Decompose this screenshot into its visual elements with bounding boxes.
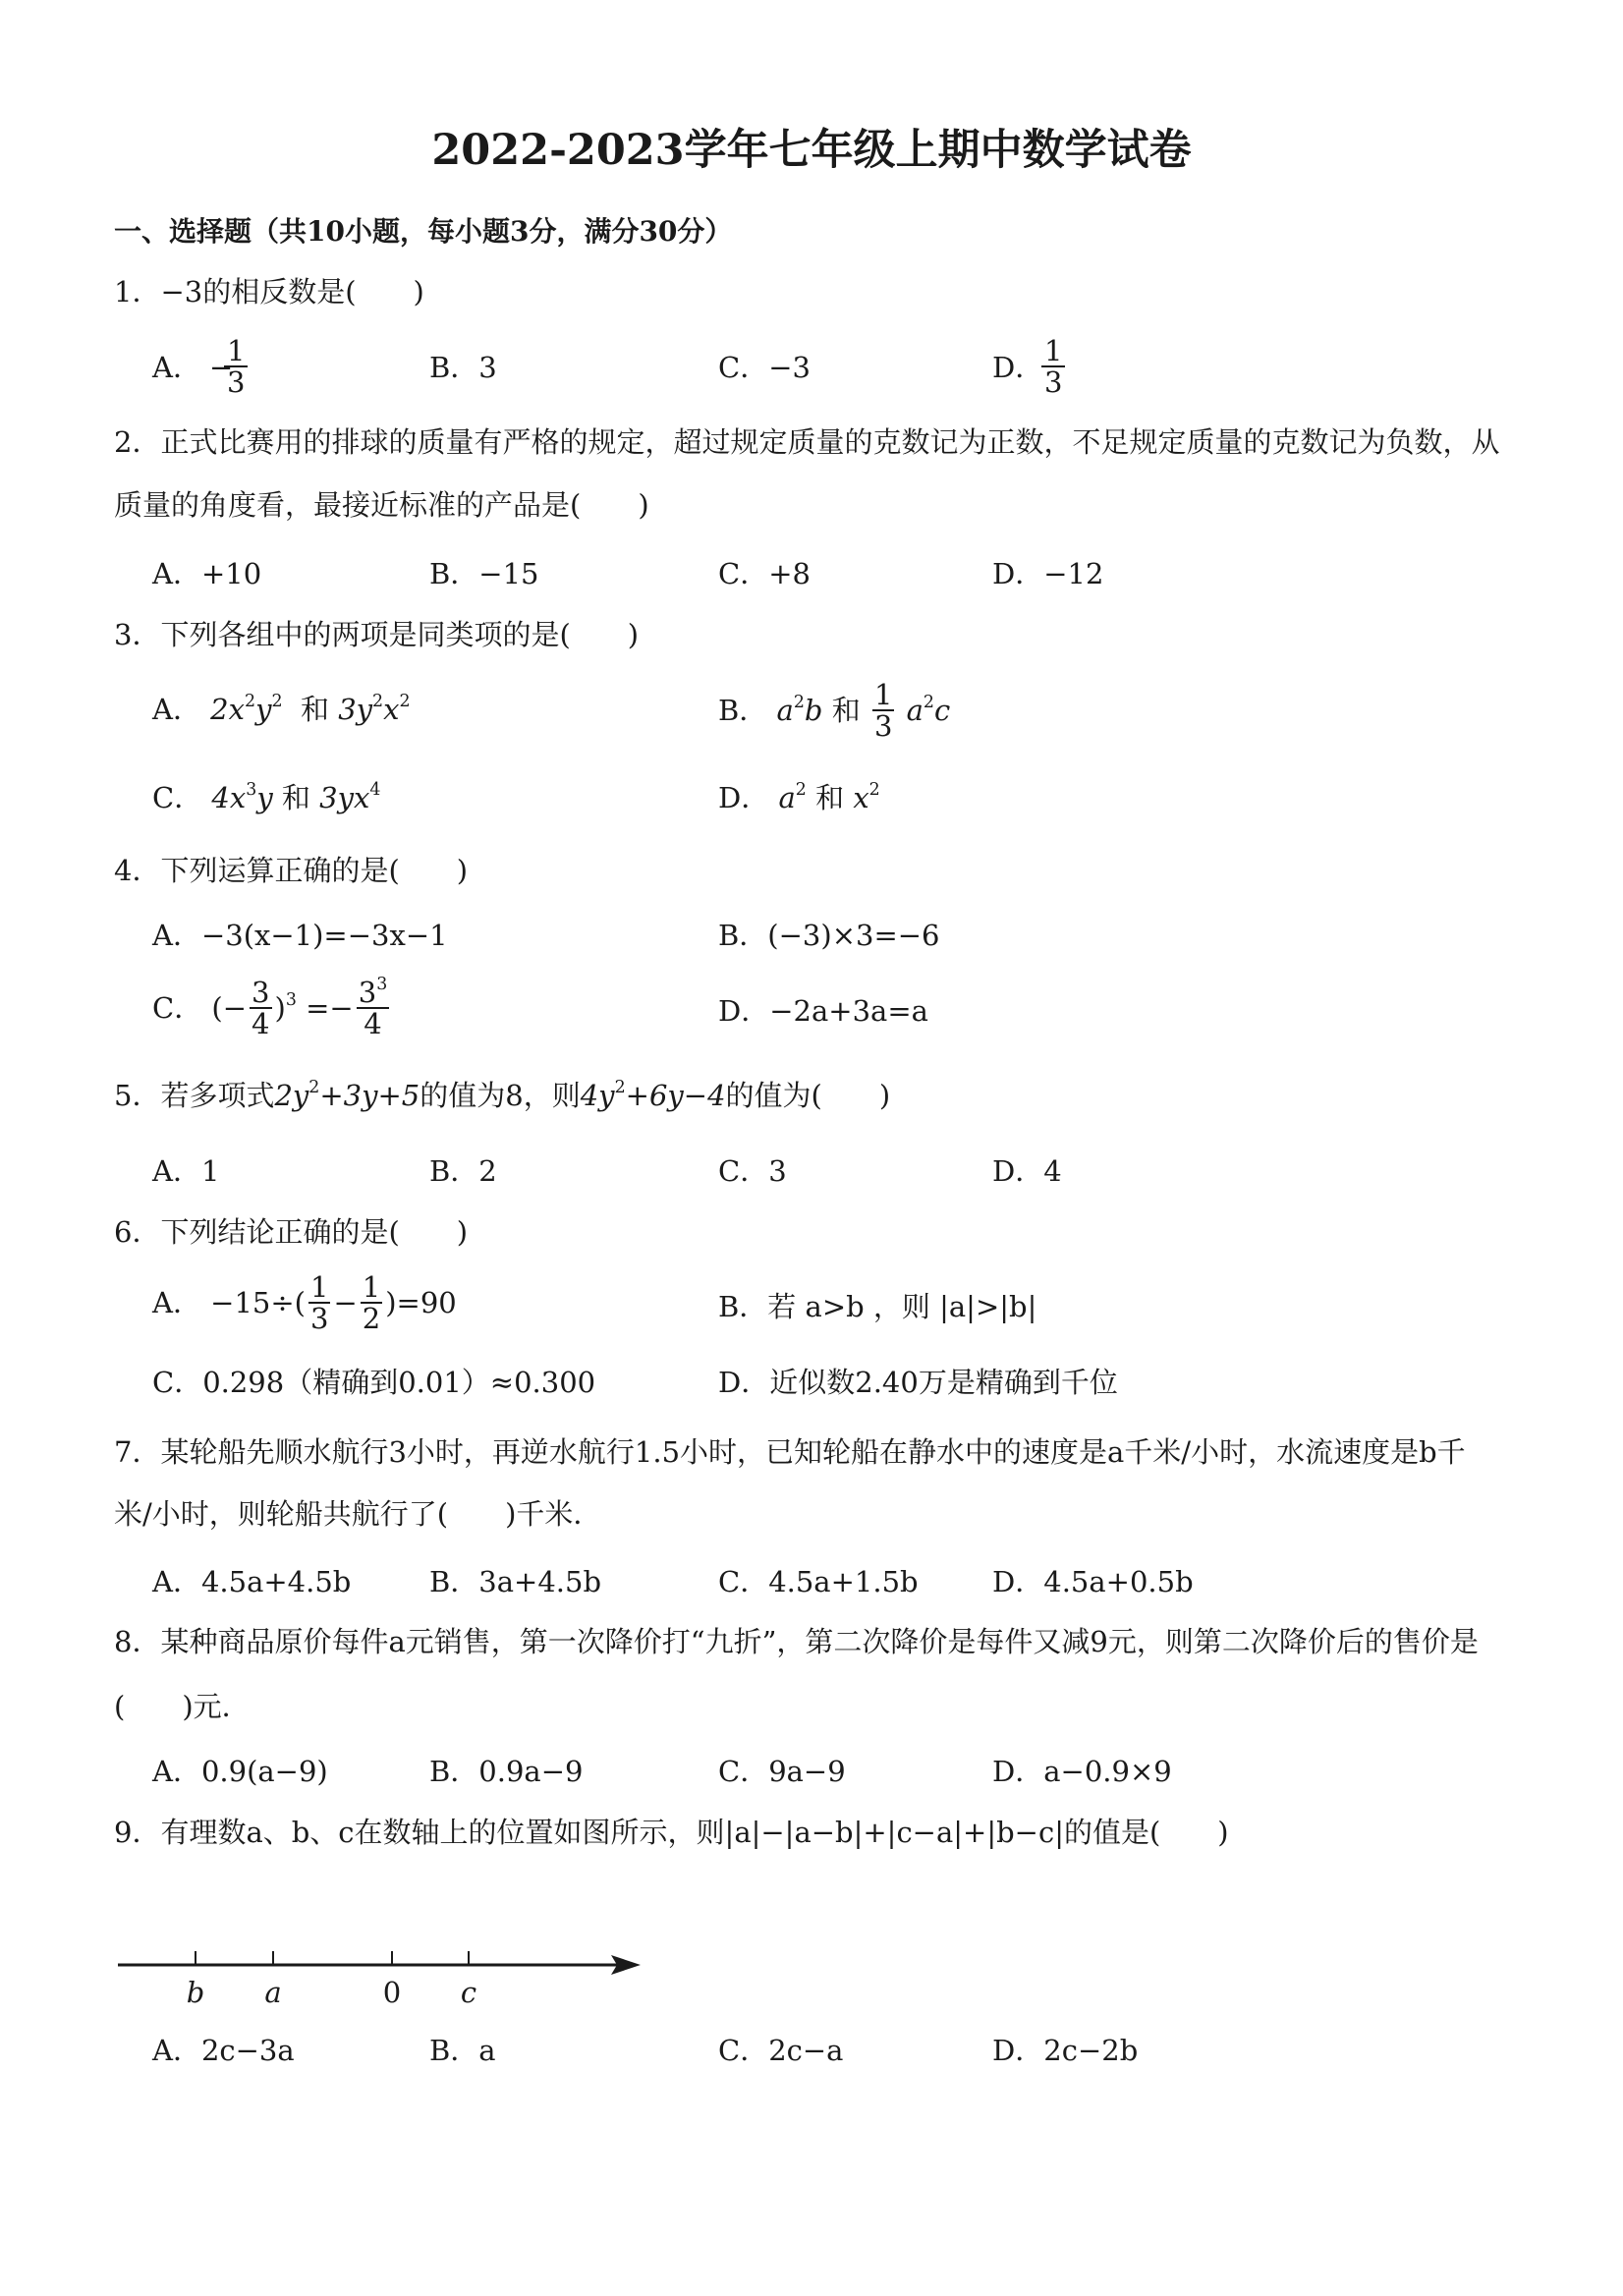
q3-option-b	[718, 680, 950, 742]
denominator: 3	[310, 1302, 329, 1336]
q8-option-d: D．a−0.9×9	[992, 1755, 1172, 1788]
q6-option-d: D．近似数2.40万是精确到千位	[718, 1366, 1118, 1399]
question-7-stem-line1: 7．某轮船先顺水航行3小时，再逆水航行1.5小时，已知轮船在静水中的速度是a千米/小时，水流速度是b千	[114, 1435, 1466, 1469]
expression: )=90	[385, 1285, 457, 1319]
equals-minus: =−	[306, 990, 354, 1025]
denominator: 2	[362, 1302, 381, 1336]
conjunction: 和	[281, 781, 310, 814]
term: 3y	[338, 693, 373, 726]
section-heading: 一、选择题（共10小题，每小题3分，满分30分）	[114, 215, 733, 248]
denominator: 3	[1044, 365, 1063, 400]
expression: −15÷(	[210, 1285, 306, 1319]
q6-option-c: C．0.298（精确到0.01）≈0.300	[152, 1366, 596, 1399]
exponent: 3	[285, 989, 297, 1010]
question-3-stem: 3．下列各组中的两项是同类项的是( )	[114, 618, 640, 651]
label-a: a	[264, 1976, 282, 2009]
question-6-stem: 6．下列结论正确的是( )	[114, 1215, 469, 1249]
q3-option-c	[152, 779, 381, 814]
minus-sign: −	[333, 1285, 358, 1319]
question-8-stem-line1: 8．某种商品原价每件a元销售，第一次降价打“九折”，第二次降价是每件又减9元，则第二次降价后的售价是	[114, 1625, 1479, 1658]
q3-option-d	[718, 779, 880, 814]
exponent: 3	[246, 779, 257, 800]
question-8-stem-line2: ( )元．	[114, 1690, 251, 1723]
paren-open: (−	[211, 990, 248, 1025]
exponent: 2	[372, 691, 384, 711]
exponent: 2	[271, 691, 283, 711]
q3-option-a	[152, 691, 411, 726]
q7-option-a: A．4.5a+4.5b	[152, 1565, 352, 1598]
numerator: 3	[252, 976, 270, 1009]
q8-option-c: C．9a−9	[718, 1755, 846, 1788]
exponent: 2	[868, 779, 880, 800]
q6-option-b: B．若 a>b ，则 |a|>|b|	[718, 1290, 1037, 1323]
denominator: 4	[364, 1007, 382, 1041]
polynomial: +3y+5	[319, 1079, 420, 1112]
exponent: 2	[308, 1077, 320, 1097]
term: c	[933, 693, 951, 727]
numerator: 3	[358, 976, 377, 1009]
q2-option-d: D．−12	[992, 557, 1104, 590]
q5-option-d: D．4	[992, 1154, 1062, 1188]
denominator: 3	[227, 365, 246, 400]
term: a	[906, 693, 923, 727]
number-line-figure	[114, 1932, 664, 2020]
q2-option-b: B．−15	[429, 557, 539, 590]
term: a	[776, 693, 794, 727]
polynomial: 2y	[274, 1079, 309, 1112]
conjunction: 和	[831, 693, 861, 727]
polynomial: +6y−4	[625, 1079, 726, 1112]
q8-option-b: B．0.9a−9	[429, 1755, 584, 1788]
polynomial: 4y	[580, 1079, 615, 1112]
term: y	[256, 781, 273, 814]
denominator: 4	[252, 1007, 270, 1041]
numerator: 1	[224, 336, 248, 367]
q9-option-b: B．a	[429, 2034, 496, 2067]
q6-option-a	[152, 1272, 457, 1334]
q7-option-b: B．3a+4.5b	[429, 1565, 602, 1598]
term: a	[778, 781, 796, 814]
exponent: 2	[795, 779, 807, 800]
numerator: 1	[873, 678, 893, 711]
label-zero: 0	[382, 1976, 402, 2009]
q7-option-c: C．4.5a+1.5b	[718, 1565, 919, 1598]
label-b: b	[186, 1976, 205, 2009]
option-label: B．	[718, 693, 768, 727]
question-7-stem-line2: 米/小时，则轮船共航行了( )千米．	[114, 1497, 602, 1531]
q1-d-fraction	[1041, 336, 1065, 398]
exponent: 4	[369, 779, 381, 800]
term: b	[804, 693, 823, 727]
term: x	[383, 693, 400, 726]
q5-option-c: C．3	[718, 1154, 787, 1188]
option-label: C．	[152, 990, 203, 1025]
denominator: 3	[873, 709, 893, 744]
exponent: 2	[244, 691, 256, 711]
q1-a-fraction	[224, 336, 248, 398]
q5-option-b: B．2	[429, 1154, 497, 1188]
numerator: 1	[310, 1270, 329, 1304]
option-label: A．	[152, 351, 201, 384]
label-c: c	[460, 1976, 477, 2009]
stem-text: 的值为8，则	[420, 1079, 581, 1112]
numerator: 1	[362, 1270, 381, 1304]
q1-option-d: D．	[992, 351, 1044, 384]
q5-option-a: A．1	[152, 1154, 220, 1188]
term: 3yx	[319, 781, 370, 814]
term: 2x	[210, 693, 245, 726]
q1-option-a	[152, 351, 234, 384]
exponent: 3	[376, 974, 388, 994]
q4-option-d: D．−2a+3a=a	[718, 994, 928, 1028]
q2-option-a: A．+10	[152, 557, 262, 590]
exponent: 2	[614, 1077, 626, 1097]
option-label: A．	[152, 1285, 201, 1319]
conjunction: 和	[300, 693, 329, 726]
exponent: 2	[399, 691, 411, 711]
term: x	[853, 781, 869, 814]
minus-sign: −	[208, 351, 234, 384]
q4-option-a: A．−3(x−1)=−3x−1	[152, 919, 448, 952]
option-label: D．	[718, 781, 770, 814]
q8-option-a: A．0.9(a−9)	[152, 1755, 328, 1788]
question-2-stem-line1: 2．正式比赛用的排球的质量有严格的规定，超过规定质量的克数记为正数，不足规定质量的克数记为负数，从	[114, 425, 1500, 459]
question-5-stem	[114, 1077, 891, 1112]
q7-option-d: D．4.5a+0.5b	[992, 1565, 1194, 1598]
q4-option-c	[152, 974, 392, 1041]
exam-title: 2022-2023学年七年级上期中数学试卷	[431, 126, 1192, 175]
q1-option-c: C．−3	[718, 351, 811, 384]
question-4-stem: 4．下列运算正确的是( )	[114, 854, 469, 887]
numerator: 1	[1041, 336, 1065, 367]
question-9-stem: 9．有理数a、b、c在数轴上的位置如图所示，则|a|−|a−b|+|c−a|+|b−c|的值是( )	[114, 1816, 1229, 1849]
q9-option-c: C．2c−a	[718, 2034, 844, 2067]
term: y	[255, 693, 272, 726]
option-label: C．	[152, 781, 203, 814]
q2-option-c: C．+8	[718, 557, 811, 590]
q4-option-b: B．(−3)×3=−6	[718, 919, 940, 952]
option-label: A．	[152, 693, 201, 726]
exponent: 2	[923, 692, 934, 712]
stem-text: 的值为( )	[725, 1079, 891, 1112]
stem-text: 5．若多项式	[114, 1079, 275, 1112]
question-1-stem: 1．−3的相反数是( )	[114, 275, 424, 308]
conjunction: 和	[815, 781, 845, 814]
paren-close: )	[274, 990, 286, 1025]
q9-option-d: D．2c−2b	[992, 2034, 1139, 2067]
q9-option-a: A．2c−3a	[152, 2034, 295, 2067]
exponent: 2	[793, 692, 805, 712]
q1-option-b: B．3	[429, 351, 497, 384]
question-2-stem-line2: 质量的角度看，最接近标准的产品是( )	[114, 488, 649, 522]
term: 4x	[211, 781, 247, 814]
